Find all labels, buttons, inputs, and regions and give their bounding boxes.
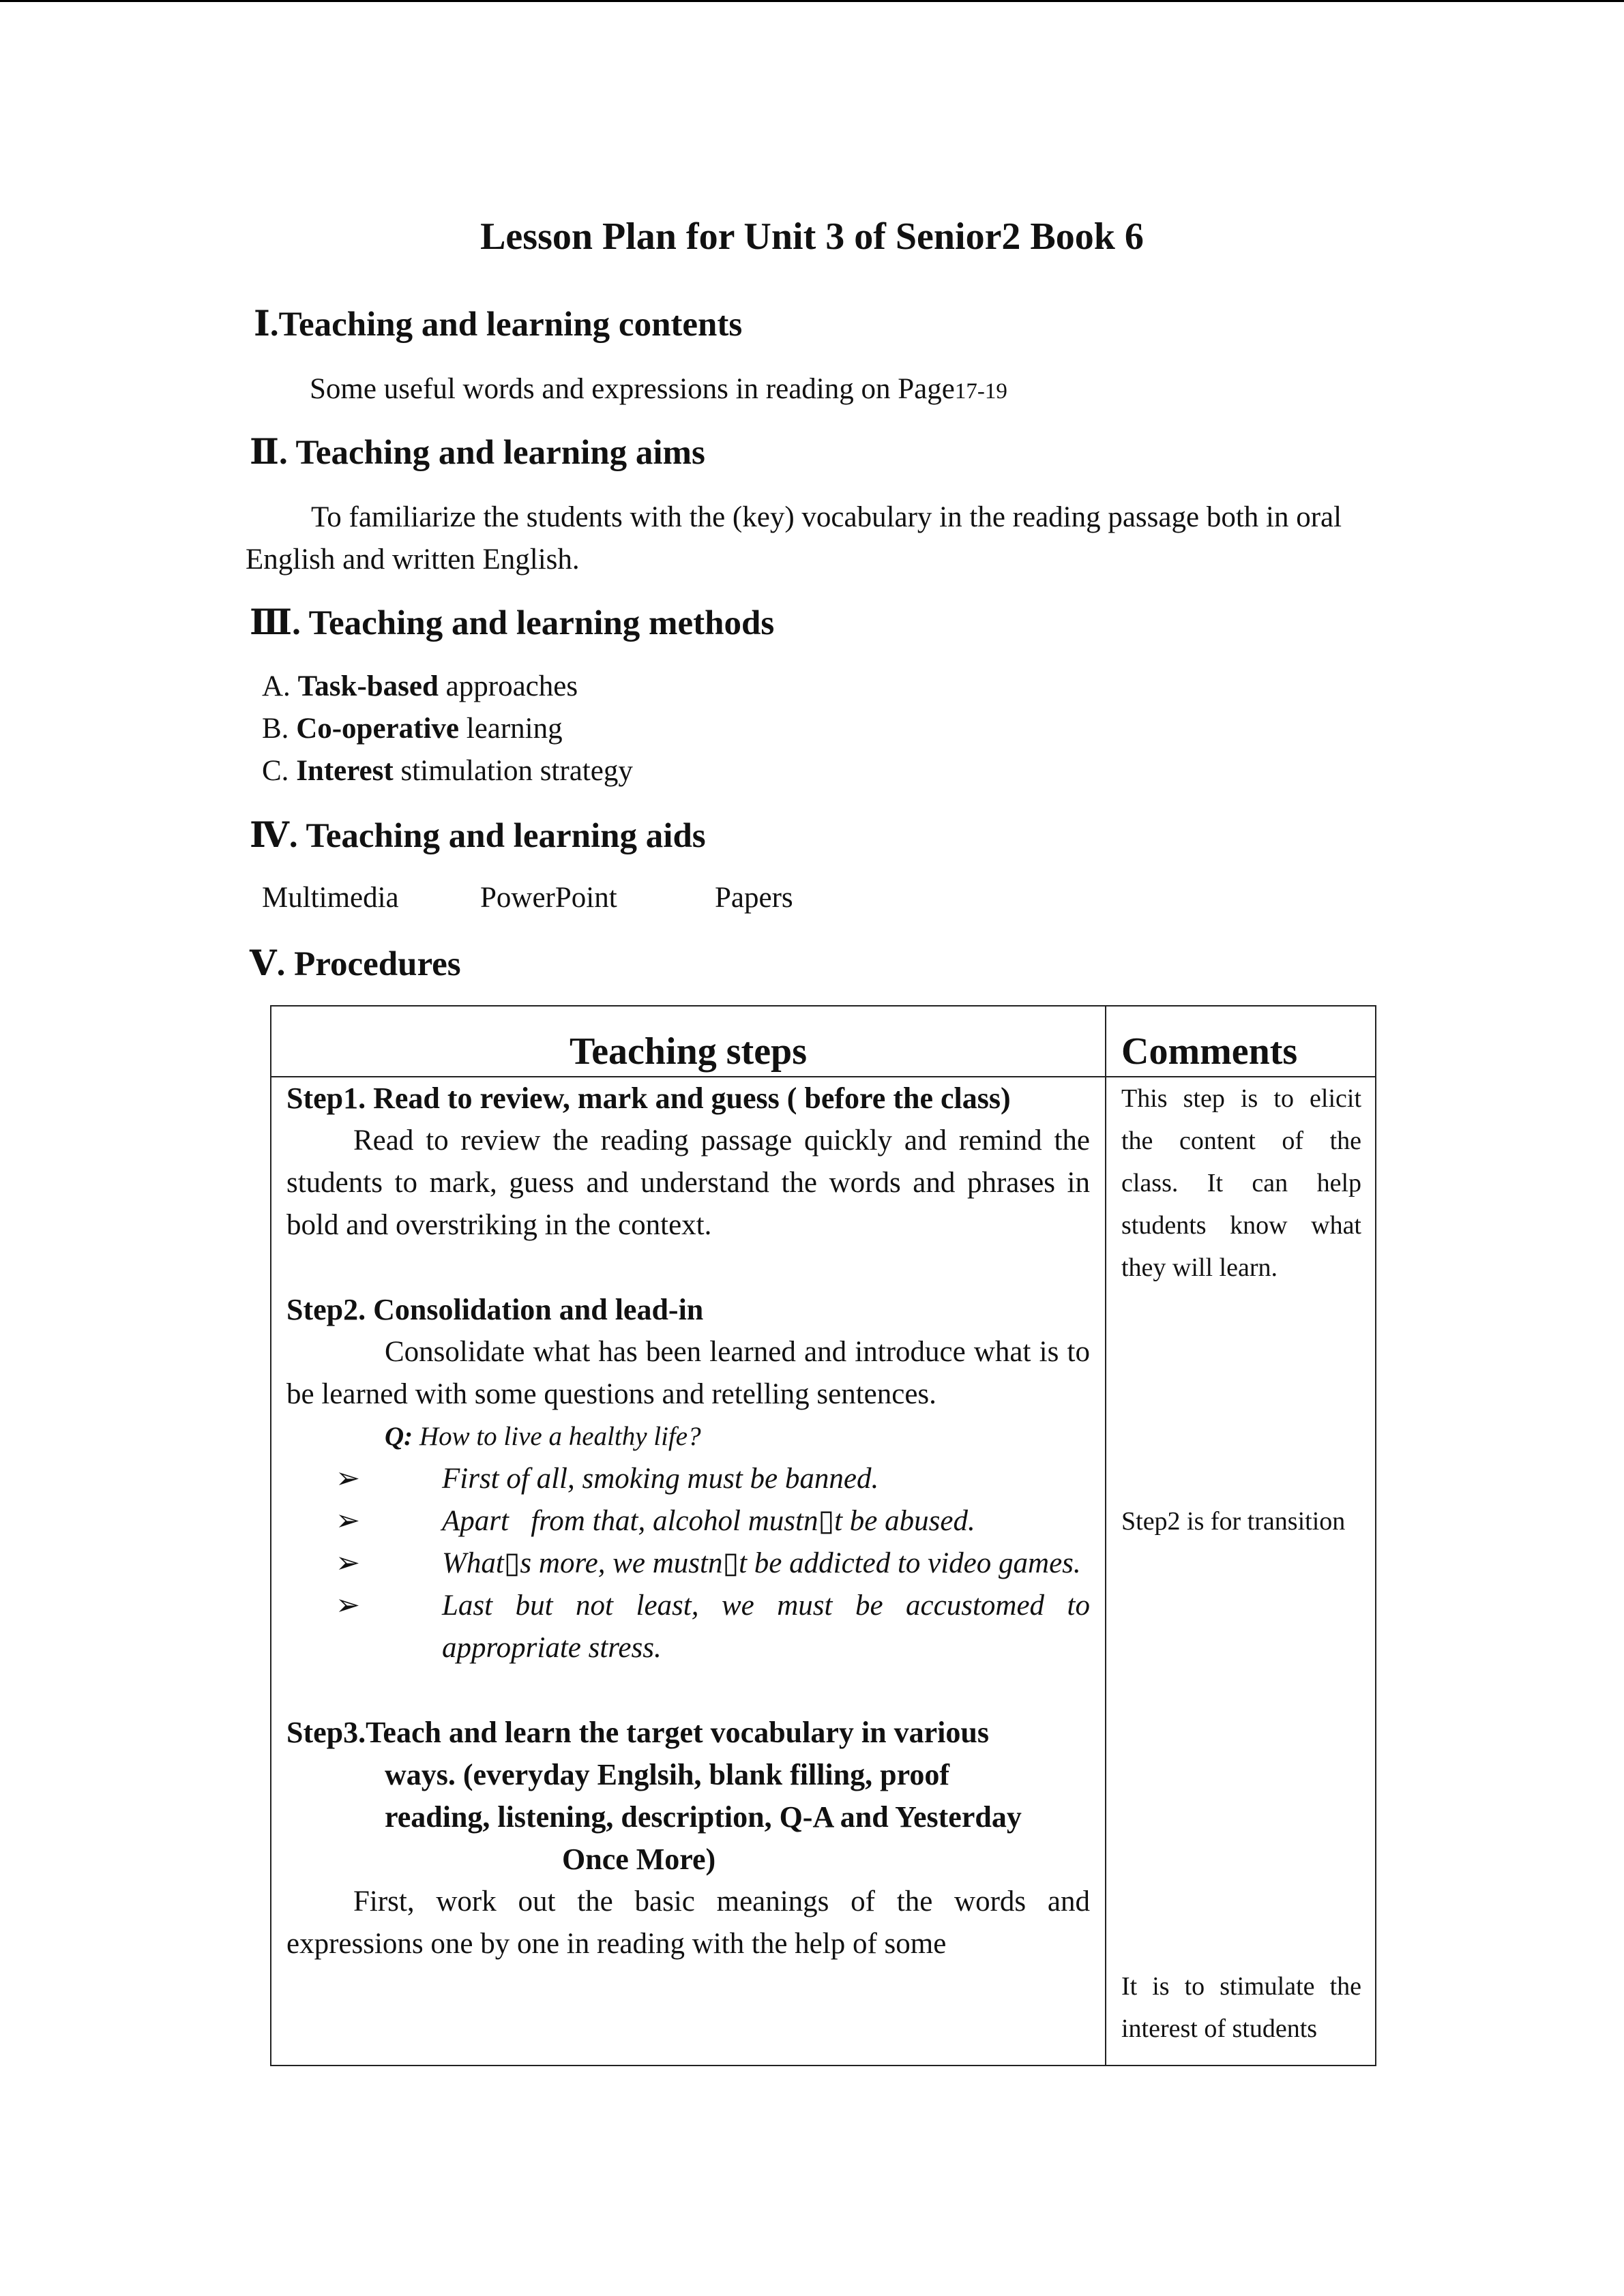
section-1-heading: Ⅰ.Teaching and learning contents [254,305,743,344]
list-item [286,1542,1090,1585]
method-bold: Interest [296,755,394,787]
step3-title-line3: reading, listening, description, Q-A and Yesterday [385,1800,1022,1834]
method-rest: approaches [445,670,578,702]
method-letter: A. [262,670,291,702]
table-header-row [271,1006,1376,1077]
question-text: How to live a healthy life? [419,1422,701,1451]
section-1-body-text: Some useful words and expressions in reading on Page [310,373,955,405]
step3-title-line1: Step3.Teach and learn the target vocabulary in various [286,1716,989,1749]
aid-item-multimedia: Multimedia [262,882,399,914]
method-item-a [262,666,578,708]
section-3-heading: Ⅲ. Teaching and learning methods [250,604,775,642]
step2-question [286,1416,1090,1458]
header-comments: Comments [1106,1006,1376,1077]
step3-title-line4: Once More) [562,1843,716,1876]
section-1-body [310,368,1007,413]
arrow-bullet-icon: ➢ [336,1547,361,1579]
question-label: Q: [385,1422,413,1451]
step3-text: First, work out the basic meanings of the words and expressions one by one in reading with the help of some [286,1885,1090,1960]
method-rest: learning [466,713,563,745]
bullet-text: First of all, smoking must be banned. [442,1463,879,1495]
section-2-heading: Ⅱ. Teaching and learning aims [250,434,705,472]
method-letter: B. [262,713,289,745]
section-1-page-range: 17-19 [954,379,1007,404]
method-rest: stimulation strategy [400,755,633,787]
list-item [286,1458,1090,1500]
comment-step3: It is to stimulate the interest of students [1121,1972,1361,2043]
bullet-text: What▯s more, we mustn▯t be addicted to video games. [442,1547,1081,1579]
comment-step2: Step2 is for transition [1121,1507,1346,1536]
method-item-b [262,708,563,750]
arrow-bullet-icon: ➢ [336,1590,361,1622]
bullet-text: Apart from that, alcohol mustn▯t be abused. [442,1505,975,1537]
section-4-heading: Ⅳ. Teaching and learning aids [250,817,706,855]
comments-cell [1106,1077,1376,2066]
section-2-body: To familiarize the students with the (key) vocabulary in the reading passage both in oral English and written English. [246,501,1342,576]
method-item-c [262,750,633,792]
header-teaching-steps: Teaching steps [271,1006,1106,1077]
arrow-bullet-icon: ➢ [336,1505,361,1537]
top-border-line [0,0,1624,2]
list-item [286,1500,1090,1542]
comment-step1: This step is to elicit the content of the class. It can help students know what they will learn. [1121,1084,1361,1282]
method-bold: Co-operative [296,713,459,745]
step2-title: Step2. Consolidation and lead-in [286,1293,704,1326]
aid-item-powerpoint: PowerPoint [480,882,617,914]
table-body-row [271,1077,1376,2066]
document-title: Lesson Plan for Unit 3 of Senior2 Book 6 [480,215,1144,258]
step2-text: Consolidate what has been learned and introduce what is to be learned with some questions and retelling sentences. [286,1336,1090,1410]
bullet-text: Last but not least, we must be accustomed to appropriate stress. [442,1590,1090,1664]
procedures-table [270,1005,1376,2066]
steps-cell [271,1077,1106,2066]
arrow-bullet-icon: ➢ [336,1463,361,1495]
step3-title-line2: ways. (everyday Englsih, blank filling, proof [385,1758,949,1791]
aid-item-papers: Papers [715,882,793,914]
method-bold: Task-based [297,670,439,702]
step1-title: Step1. Read to review, mark and guess ( before the class) [286,1082,1011,1115]
step1-text: Read to review the reading passage quickly and remind the students to mark, guess and understand the words and phrases in bold and overstriking in the context. [286,1124,1090,1241]
list-item [286,1585,1090,1669]
method-letter: C. [262,755,289,787]
section-5-heading: Ⅴ. Procedures [250,945,461,983]
